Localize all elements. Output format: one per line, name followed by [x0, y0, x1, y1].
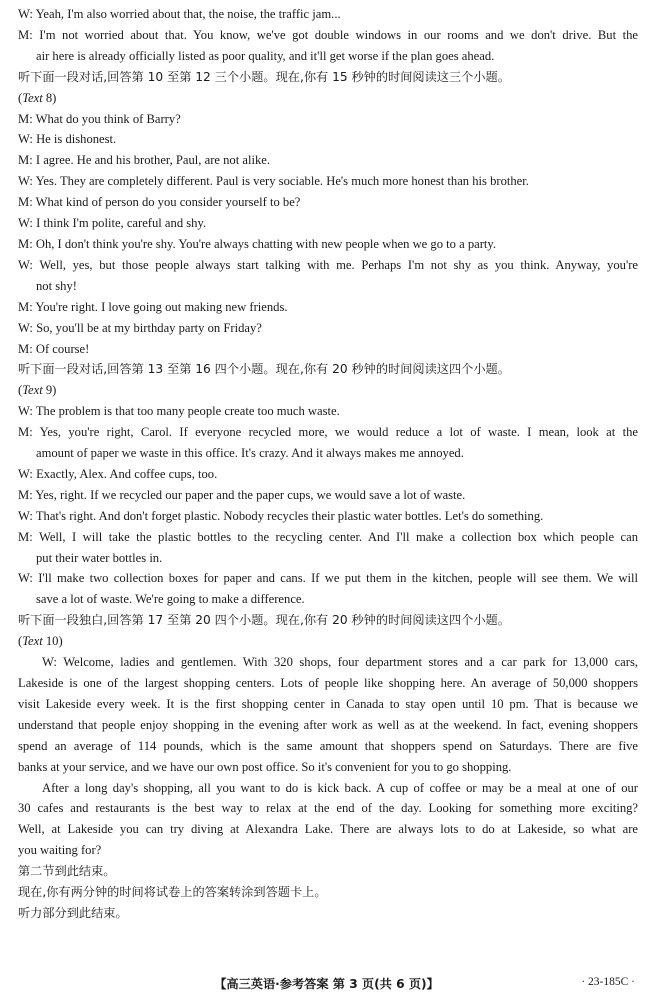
dialogue-line: M: What kind of person do you consider yourself to be?	[18, 195, 301, 210]
dialogue-line: M: Of course!	[18, 341, 90, 356]
dialogue-line: M: What do you think of Barry?	[18, 111, 181, 126]
dialogue-line: M: Well, I will take the plastic bottles to the recycling center. And I'll make a collection box which people can	[18, 529, 638, 544]
dialogue-line: Lakeside is one of the largest shopping centers. Lots of people like shopping here. An average of 50,000 shoppers	[18, 676, 638, 690]
listening-transcript	[18, 4, 638, 924]
dialogue-line: W: That's right. And don't forget plastic. Nobody recycles their plastic water bottles. Let's do something.	[18, 508, 544, 523]
section-instruction: 听下面一段独白,回答第 17 至第 20 四个小题。现在,你有 20 秒钟的时间阅读这四个小题。	[18, 613, 510, 628]
dialogue-line: visit Lakeside every week. It is the first shopping center in Canada to stay open until 10 pm. That is because we	[18, 696, 638, 711]
page-footer	[0, 972, 653, 994]
dialogue-line: Well, at Lakeside you can try diving at Alexandra Lake. There are always lots to do at Lakeside, so what are	[18, 822, 638, 837]
section-instruction: 听下面一段对话,回答第 13 至第 16 四个小题。现在,你有 20 秒钟的时间阅读这四个小题。	[18, 362, 510, 377]
monologue-paragraph-start: After a long day's shopping, all you want to do is kick back. A cup of coffee or may be a meal at one of our	[42, 780, 638, 795]
dialogue-line: W: Yeah, I'm also worried about that, the noise, the traffic jam...	[18, 7, 341, 21]
dialogue-line: you waiting for?	[18, 843, 102, 858]
dialogue-line: spend an average of 114 pounds, which is the same amount that shoppers spend on Saturdays. There are five	[18, 738, 638, 753]
dialogue-line: understand that people enjoy shopping in the evening after work as well as at the weekend. In fact, evening shoppers	[18, 717, 638, 732]
dialogue-line: W: Well, yes, but those people always start talking with me. Perhaps I'm not shy as you think. Anyway, you're	[18, 257, 638, 272]
dialogue-line: M: Yes, right. If we recycled our paper and the paper cups, we would save a lot of waste.	[18, 487, 466, 502]
dialogue-continuation: not shy!	[36, 278, 77, 293]
dialogue-continuation: save a lot of waste. We're going to make a difference.	[36, 592, 305, 607]
dialogue-line: W: I'll make two collection boxes for paper and cans. If we put them in the kitchen, people will see them. We will	[18, 571, 638, 586]
monologue-paragraph-start: W: Welcome, ladies and gentlemen. With 320 shops, four department stores and a car park for 13,000 cars,	[42, 655, 638, 670]
dialogue-line: 30 cafes and restaurants is the best way to relax at the end of the day. Looking for something more exciting?	[18, 801, 638, 816]
dialogue-line: W: He is dishonest.	[18, 132, 117, 147]
footer-exam-code: · 23-185C ·	[581, 976, 635, 988]
dialogue-line: M: I'm not worried about that. You know, we've got double windows in our rooms and we don't drive. But the	[18, 27, 638, 42]
text-number-label: (Text 9)	[18, 383, 57, 398]
dialogue-line: W: I think I'm polite, careful and shy.	[18, 216, 207, 231]
dialogue-line: W: Exactly, Alex. And coffee cups, too.	[18, 466, 218, 481]
dialogue-line: M: I agree. He and his brother, Paul, are not alike.	[18, 153, 270, 168]
dialogue-line: W: Yes. They are completely different. Paul is very sociable. He's much more honest than his brother.	[18, 174, 529, 189]
dialogue-line: M: You're right. I love going out making new friends.	[18, 299, 288, 314]
dialogue-continuation: amount of paper we waste in this office. It's crazy. And it always makes me annoyed.	[36, 446, 464, 461]
dialogue-continuation: air here is already officially listed as poor quality, and it'll get worse if the plan goes ahead.	[36, 48, 495, 63]
dialogue-line: M: Yes, you're right, Carol. If everyone recycled more, we would reduce a lot of waste. I mean, look at the	[18, 425, 638, 440]
text-number-label: (Text 8)	[18, 90, 57, 105]
section-instruction: 现在,你有两分钟的时间将试卷上的答案转涂到答题卡上。	[18, 885, 327, 900]
dialogue-line: banks at your service, and we have our own post office. So it's convenient for you to go shopping.	[18, 759, 512, 774]
dialogue-line: W: The problem is that too many people create too much waste.	[18, 404, 340, 419]
dialogue-line: W: So, you'll be at my birthday party on Friday?	[18, 320, 262, 335]
dialogue-continuation: put their water bottles in.	[36, 550, 163, 565]
footer-page-info: 【高三英语·参考答案 第 3 页(共 6 页)】	[214, 977, 439, 991]
section-instruction: 第二节到此结束。	[18, 864, 116, 879]
section-instruction: 听下面一段对话,回答第 10 至第 12 三个小题。现在,你有 15 秒钟的时间阅读这三个小题。	[18, 69, 510, 84]
dialogue-line: M: Oh, I don't think you're shy. You're always chatting with new people when we go to a party.	[18, 236, 497, 251]
text-number-label: (Text 10)	[18, 634, 63, 649]
section-instruction: 听力部分到此结束。	[18, 905, 128, 920]
